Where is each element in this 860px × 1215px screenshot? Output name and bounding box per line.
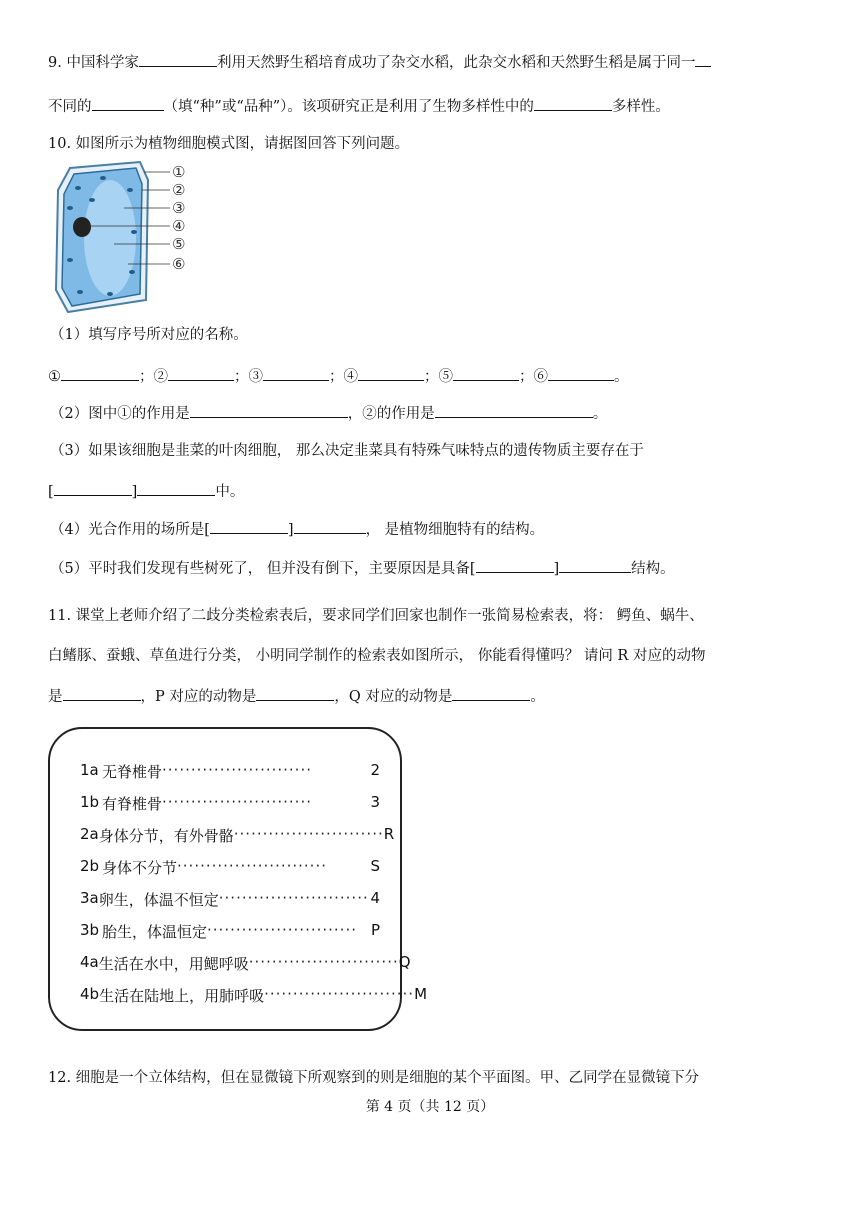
answer-blank[interactable] — [168, 366, 234, 381]
key-code: 3a — [80, 889, 99, 907]
figure-label-3: ③ — [172, 199, 186, 217]
key-row — [80, 857, 380, 878]
key-result: S — [370, 857, 380, 875]
key-row — [80, 921, 380, 942]
key-result: 2 — [370, 761, 380, 779]
key-text: 生活在水中，用鳃呼吸 — [98, 955, 249, 973]
period: 。 — [614, 369, 629, 385]
answer-blank[interactable] — [559, 558, 631, 573]
q9-text: （填“种”或“品种”）。该项研究正是利用了生物多样性中的 — [163, 99, 534, 115]
answer-blank[interactable] — [452, 686, 530, 701]
key-result: P — [370, 921, 380, 939]
leader-dots: ·························· — [207, 921, 357, 939]
bracket-close: ] — [287, 522, 294, 538]
key-row — [80, 985, 428, 1006]
answer-blank[interactable] — [435, 403, 593, 418]
label-6: ；⑥ — [519, 369, 548, 385]
key-result: M — [414, 985, 428, 1003]
q10-p2-text: （2）图中①的作用是 — [50, 406, 190, 422]
q10-intro: 10. 如图所示为植物细胞模式图，请据图回答下列问题。 — [48, 136, 410, 152]
key-result: R — [383, 825, 395, 843]
nucleus — [73, 217, 91, 237]
q11-text: 是 — [48, 689, 63, 705]
q10-p5-text: （5）平时我们发现有些树死了， 但并没有倒下，主要原因是具备[ — [50, 561, 476, 577]
q11-line2: 白鳍豚、蚕蛾、草鱼进行分类， 小明同学制作的检索表如图所示， 你能看得懂吗？ 请问 R 对应的动物 — [48, 648, 706, 664]
leader-dots: ·························· — [264, 985, 415, 1003]
leader-dots: ·························· — [162, 793, 312, 811]
leader-dots: ·························· — [177, 857, 327, 875]
answer-blank[interactable] — [358, 366, 424, 381]
q10-p4 — [50, 519, 544, 540]
page-footer: 第 4 页（共 12 页） — [365, 1099, 495, 1115]
key-text: 身体不分节 — [102, 859, 178, 877]
key-row — [80, 793, 380, 814]
answer-blank[interactable] — [453, 366, 519, 381]
key-result: 4 — [370, 889, 380, 907]
key-text: 有脊椎骨 — [102, 795, 163, 813]
answer-blank[interactable] — [548, 366, 614, 381]
q10-p1: （1）填写序号所对应的名称。 — [50, 327, 248, 343]
q10-p4-text: ， 是植物细胞特有的结构。 — [365, 522, 545, 538]
dichotomous-key — [48, 727, 428, 1031]
q9-text: 9. 中国科学家 — [48, 55, 139, 71]
answer-blank[interactable] — [137, 481, 215, 496]
key-code: 2a — [80, 825, 99, 843]
q9-text: 多样性。 — [611, 99, 670, 115]
q9-text: 不同的 — [48, 99, 92, 115]
key-row — [80, 953, 411, 974]
answer-blank[interactable] — [190, 403, 348, 418]
q10-p5 — [50, 558, 675, 579]
q11-line3 — [48, 686, 545, 707]
answer-blank[interactable] — [256, 686, 334, 701]
key-code: 3b — [80, 921, 100, 939]
key-result: Q — [398, 953, 411, 971]
q9-line1 — [48, 52, 711, 73]
key-text: 无脊椎骨 — [102, 763, 163, 781]
label-2: ；② — [139, 369, 168, 385]
q11-text: ，Q 对应的动物是 — [334, 689, 453, 705]
q10-p3-text: 中。 — [215, 484, 245, 500]
q10-p2-text: 。 — [592, 406, 608, 422]
q10-p2 — [50, 403, 607, 424]
answer-blank[interactable] — [294, 519, 366, 534]
key-row — [80, 761, 380, 782]
q9-line2 — [48, 96, 670, 117]
key-text: 生活在陆地上，用肺呼吸 — [99, 987, 265, 1005]
answer-blank[interactable] — [63, 686, 141, 701]
leader-dots: ·························· — [218, 889, 369, 907]
q11-text: 。 — [530, 689, 545, 705]
answer-blank[interactable] — [61, 366, 139, 381]
bracket-open: [ — [48, 484, 54, 500]
answer-blank[interactable] — [263, 366, 329, 381]
bracket-close: ] — [553, 561, 560, 577]
q10-p3-blanks — [48, 481, 244, 502]
q9-text: 利用天然野生稻培育成功了杂交水稻，此杂交水稻和天然野生稻是属于同一 — [216, 55, 696, 71]
key-text: 身体分节，有外骨骼 — [98, 827, 234, 845]
label-1: ① — [48, 369, 61, 385]
q10-p5-text: 结构。 — [631, 561, 675, 577]
label-4: ；④ — [329, 369, 358, 385]
plant-cell-figure — [48, 160, 193, 315]
bracket-close: ] — [131, 484, 138, 500]
answer-blank[interactable] — [92, 96, 164, 111]
q10-p2-text: ，②的作用是 — [347, 406, 435, 422]
figure-label-4: ④ — [172, 217, 186, 235]
leader-dots: ·························· — [233, 825, 384, 843]
key-row — [80, 889, 380, 910]
figure-label-1: ① — [172, 163, 186, 181]
key-text: 胎生，体温恒定 — [102, 923, 208, 941]
key-code: 4a — [80, 953, 99, 971]
q12-line1: 12. 细胞是一个立体结构，但在显微镜下所观察到的则是细胞的某个平面图。甲、乙同学在显微镜下分 — [48, 1070, 700, 1086]
q11-text: ，P 对应的动物是 — [140, 689, 257, 705]
key-code: 4b — [80, 985, 100, 1003]
key-code: 2b — [80, 857, 100, 875]
answer-blank[interactable] — [139, 52, 217, 67]
figure-label-6: ⑥ — [172, 255, 186, 273]
q10-p3: （3）如果该细胞是韭菜的叶肉细胞， 那么决定韭菜具有特殊气味特点的遗传物质主要存在于 — [50, 443, 644, 459]
answer-blank[interactable] — [210, 519, 288, 534]
key-code: 1a — [80, 761, 99, 779]
key-code: 1b — [80, 793, 100, 811]
label-3: ；③ — [234, 369, 263, 385]
q10-p1-blanks — [48, 366, 629, 387]
leader-dots: ·························· — [248, 953, 399, 971]
key-result: 3 — [370, 793, 380, 811]
figure-label-5: ⑤ — [172, 235, 186, 253]
key-text: 卵生，体温不恒定 — [98, 891, 219, 909]
answer-blank[interactable] — [54, 481, 132, 496]
leader-dots: ·························· — [162, 761, 312, 779]
answer-blank[interactable] — [695, 52, 711, 67]
key-row — [80, 825, 395, 846]
vacuole — [84, 180, 136, 296]
q11-line1: 11. 课堂上老师介绍了二歧分类检索表后，要求同学们回家也制作一张简易检索表，将： 鳄鱼、蜗牛、 — [48, 608, 704, 624]
answer-blank[interactable] — [476, 558, 554, 573]
answer-blank[interactable] — [534, 96, 612, 111]
label-5: ；⑤ — [424, 369, 453, 385]
figure-label-2: ② — [172, 181, 186, 199]
q10-p4-text: （4）光合作用的场所是[ — [50, 522, 210, 538]
